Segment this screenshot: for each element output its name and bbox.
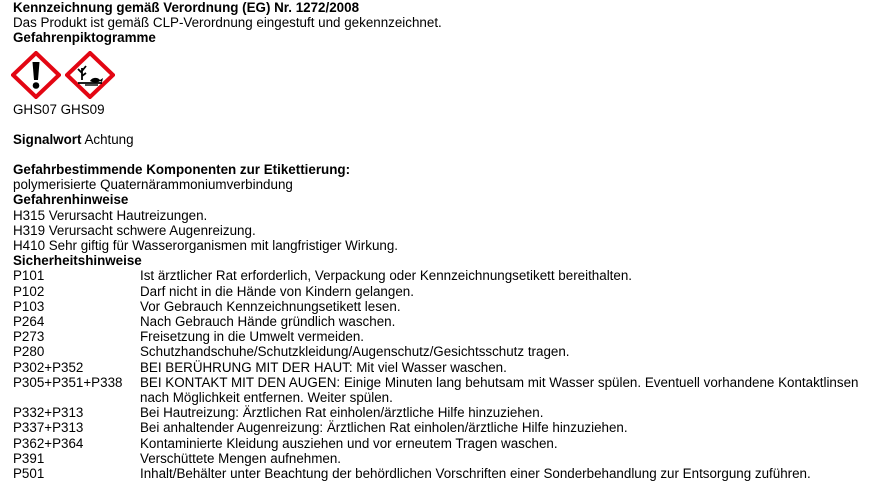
environment-icon — [65, 51, 115, 99]
precaution-row — [13, 420, 876, 435]
precaution-row — [13, 360, 876, 375]
precaution-text: Bei anhaltender Augenreizung: Ärztlichen Rat einholen/ärztliche Hilfe hinzuziehen. — [140, 420, 628, 436]
precaution-row — [13, 284, 876, 299]
signal-word — [13, 132, 876, 147]
pictogram-row — [11, 51, 876, 99]
precaution-code: P103 — [13, 298, 45, 314]
intro-text: Das Produkt ist gemäß CLP-Verordnung eingestuft und gekennzeichnet. — [13, 15, 442, 31]
precaution-code: P273 — [13, 329, 45, 345]
precaution-code: P332+P313 — [13, 405, 84, 421]
precaution-text: Vor Gebrauch Kennzeichnungsetikett lesen. — [140, 298, 401, 314]
pictogram-labels: GHS07 GHS09 — [13, 101, 105, 117]
precaution-heading: Sicherheitshinweise — [13, 253, 142, 269]
precaution-code: P305+P351+P338 — [13, 374, 123, 390]
precaution-row — [13, 299, 876, 314]
pictograms-heading: Gefahrenpiktogramme — [13, 30, 156, 46]
precaution-text: Nach Gebrauch Hände gründlich waschen. — [140, 314, 396, 330]
precaution-row — [13, 329, 876, 344]
precaution-text: Bei Hautreizung: Ärztlichen Rat einholen/ärztliche Hilfe hinzuziehen. — [140, 405, 544, 421]
hazard-statement: H410 Sehr giftig für Wasserorganismen mit langfristiger Wirkung. — [13, 238, 399, 254]
precaution-row — [13, 436, 876, 451]
precaution-code: P501 — [13, 466, 45, 482]
precaution-text: Verschüttete Mengen aufnehmen. — [140, 450, 341, 466]
precaution-row — [13, 314, 876, 329]
hazard-statement: H319 Verursacht schwere Augenreizung. — [13, 222, 256, 238]
hazard-heading: Gefahrenhinweise — [13, 192, 129, 208]
precaution-row — [13, 344, 876, 359]
precaution-text: Kontaminierte Kleidung ausziehen und vor erneutem Tragen waschen. — [140, 435, 558, 451]
components-value: polymerisierte Quaternärammoniumverbindung — [13, 177, 293, 193]
precaution-code: P302+P352 — [13, 359, 84, 375]
precaution-text: Darf nicht in die Hände von Kindern gelangen. — [140, 283, 414, 299]
precaution-text: BEI KONTAKT MIT DEN AUGEN: Einige Minuten lang behutsam mit Wasser spülen. Eventuell vorhandene Kontaktlinsen nach Möglichkeit entfernen. Weiter spülen. — [140, 374, 859, 406]
precautionary-statements — [13, 268, 876, 481]
precaution-text: Ist ärztlicher Rat erforderlich, Verpackung oder Kennzeichnungsetikett bereithalten. — [140, 268, 633, 284]
precaution-code: P337+P313 — [13, 420, 84, 436]
components-heading: Gefahrbestimmende Komponenten zur Etikettierung: — [13, 162, 351, 178]
precaution-code: P362+P364 — [13, 435, 84, 451]
precaution-code: P264 — [13, 314, 45, 330]
precaution-text: Inhalt/Behälter unter Beachtung der behördlichen Vorschriften einer Sonderbehandlung zur Entsorgung zuführen. — [140, 466, 811, 482]
precaution-row — [13, 375, 876, 405]
hazard-statement: H315 Verursacht Hautreizungen. — [13, 207, 208, 223]
precaution-row — [13, 268, 876, 283]
precaution-code: P102 — [13, 283, 45, 299]
precaution-row — [13, 451, 876, 466]
signal-word-value: Achtung — [84, 131, 134, 147]
precaution-code: P280 — [13, 344, 45, 360]
section-heading: Kennzeichnung gemäß Verordnung (EG) Nr. 1272/2008 — [13, 0, 360, 15]
hazard-statements — [13, 208, 876, 254]
precaution-text: BEI BERÜHRUNG MIT DER HAUT: Mit viel Wasser waschen. — [140, 359, 507, 375]
precaution-row — [13, 405, 876, 420]
precaution-text: Freisetzung in die Umwelt vermeiden. — [140, 329, 365, 345]
precaution-code: P391 — [13, 450, 45, 466]
precaution-row — [13, 466, 876, 481]
exclamation-mark-icon — [11, 51, 61, 99]
precaution-code: P101 — [13, 268, 45, 284]
signal-word-label: Signalwort — [13, 131, 82, 147]
precaution-text: Schutzhandschuhe/Schutzkleidung/Augenschutz/Gesichtsschutz tragen. — [140, 344, 570, 360]
